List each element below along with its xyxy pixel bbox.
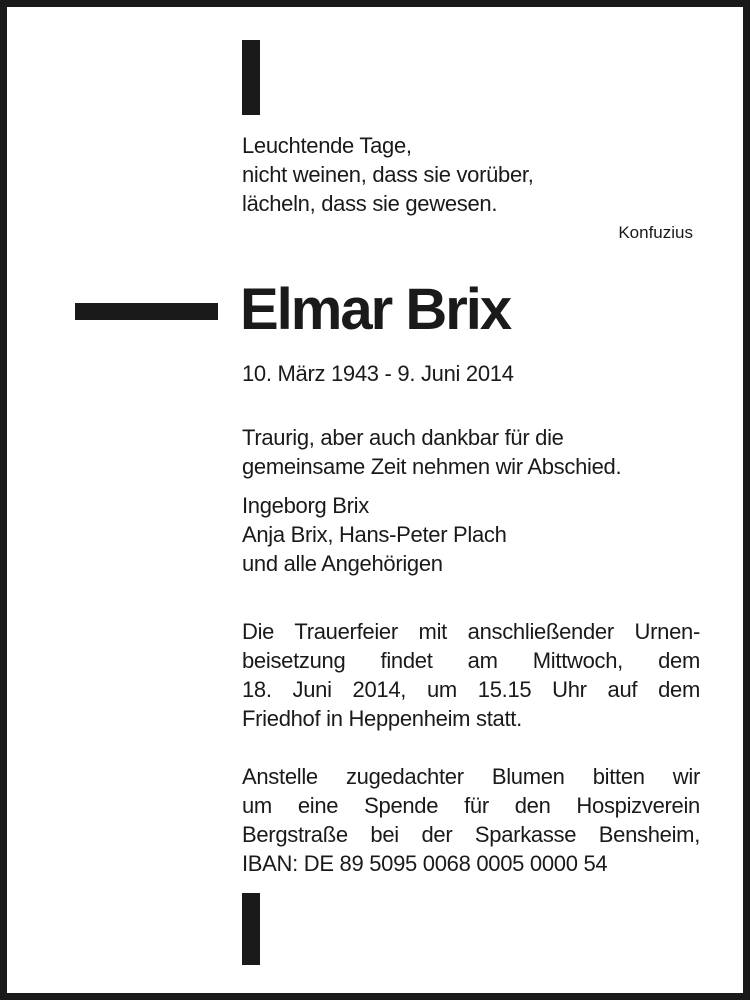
life-dates: 10. März 1943 - 9. Juni 2014 xyxy=(242,361,514,386)
donation-line: um eine Spende für den Hospizverein xyxy=(242,793,700,818)
ceremony-info xyxy=(242,617,700,733)
farewell-line: gemeinsame Zeit nehmen wir Abschied. xyxy=(242,454,622,479)
decorative-vertical-bar-bottom xyxy=(242,893,260,965)
mourner: Ingeborg Brix xyxy=(242,493,369,518)
donation-line: Bergstraße bei der Sparkasse Bensheim, xyxy=(242,822,700,847)
ceremony-line: beisetzung findet am Mittwoch, dem xyxy=(242,648,700,673)
donation-line: IBAN: DE 89 5095 0068 0005 0000 54 xyxy=(242,851,608,876)
ceremony-line: Die Trauerfeier mit anschließender Urnen- xyxy=(242,619,700,644)
deceased-name: Elmar Brix xyxy=(240,277,511,342)
farewell-line: Traurig, aber auch dankbar für die xyxy=(242,425,564,450)
quote-line: Leuchtende Tage, xyxy=(242,133,412,158)
donation-info xyxy=(242,762,700,878)
quote-line: nicht weinen, dass sie vorüber, xyxy=(242,162,534,187)
mourner: Anja Brix, Hans-Peter Plach xyxy=(242,522,507,547)
quote-line: lächeln, dass sie gewesen. xyxy=(242,191,498,216)
quote-author: Konfuzius xyxy=(618,223,693,242)
farewell-text xyxy=(242,423,700,481)
donation-line: Anstelle zugedachter Blumen bitten wir xyxy=(242,764,700,789)
ceremony-line: 18. Juni 2014, um 15.15 Uhr auf dem xyxy=(242,677,700,702)
mourners-list xyxy=(242,491,700,578)
mourner: und alle Angehörigen xyxy=(242,551,443,576)
decorative-vertical-bar-top xyxy=(242,40,260,115)
quote xyxy=(242,131,700,218)
ceremony-line: Friedhof in Heppenheim statt. xyxy=(242,706,522,731)
decorative-horizontal-bar xyxy=(75,303,218,320)
